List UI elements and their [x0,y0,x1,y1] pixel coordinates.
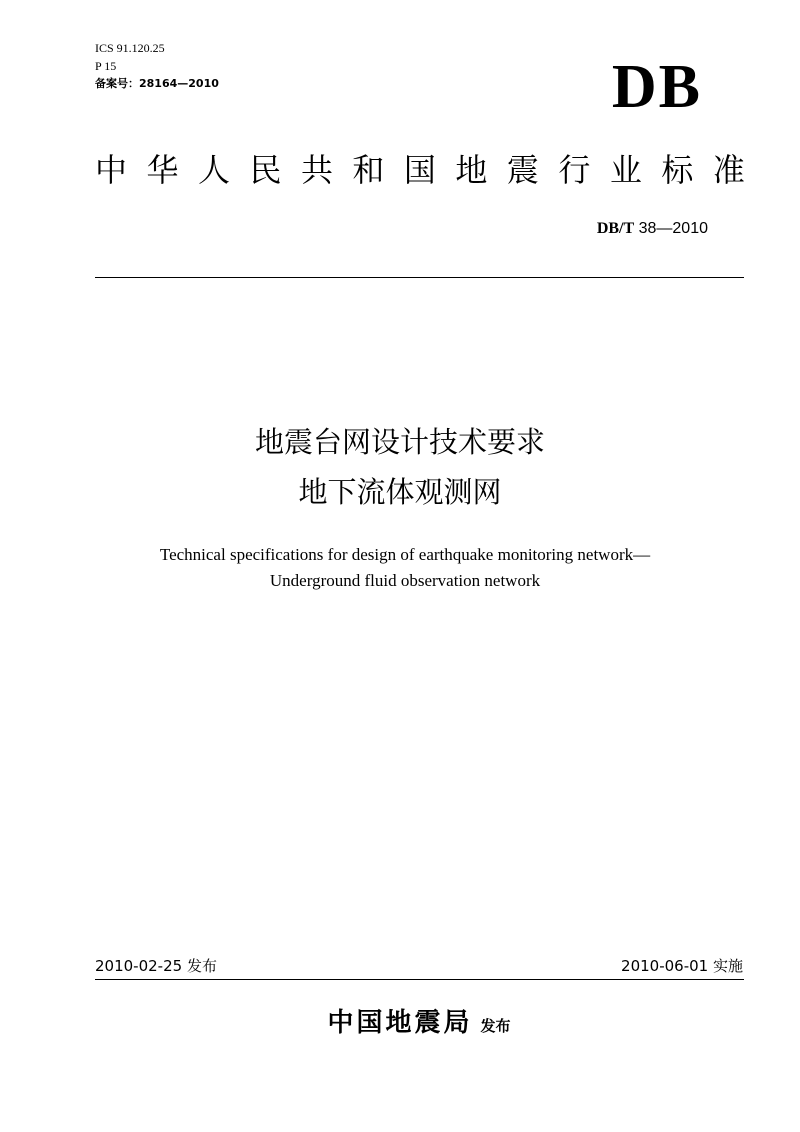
category-char: 行 [558,151,591,189]
category-char: 民 [249,151,282,189]
implementation-date: 2010-06-01 实施 [621,957,743,975]
issuer-org: 中国地震局 [327,1008,473,1038]
document-title-en-line1: Technical specifications for design of earthquake monitoring network— [159,545,651,564]
category-char: 地 [455,151,488,189]
category-char: 准 [712,151,745,189]
document-title-zh-line1: 地震台网设计技术要求 [254,425,545,459]
category-char: 标 [661,151,694,189]
category-char: 华 [146,151,179,189]
category-char: 中 [95,151,128,189]
category-char: 震 [506,151,539,189]
issuer-action: 发布 [480,1017,511,1035]
issue-date: 2010-02-25 发布 [95,957,217,975]
ics-number: ICS 91.120.25 [95,41,165,55]
category-char: 国 [403,151,436,189]
category-char: 和 [352,151,385,189]
standard-code-prefix: DB/T [596,220,635,237]
standard-code [597,218,708,240]
document-title-en-line2: Underground fluid observation network [269,571,541,590]
bottom-divider [95,979,744,980]
ccs-number: P 15 [95,59,117,73]
db-logo: DB [611,53,702,121]
issuer [0,1003,800,1046]
standard-category-title [95,146,745,194]
standard-code-number: 38—2010 [634,220,708,237]
category-char: 共 [300,151,333,189]
top-divider [95,277,744,278]
category-char: 人 [197,151,230,189]
category-char: 业 [609,151,642,189]
record-number: 备案号：28164—2010 [95,77,219,90]
document-title-zh-line2: 地下流体观测网 [298,475,502,509]
